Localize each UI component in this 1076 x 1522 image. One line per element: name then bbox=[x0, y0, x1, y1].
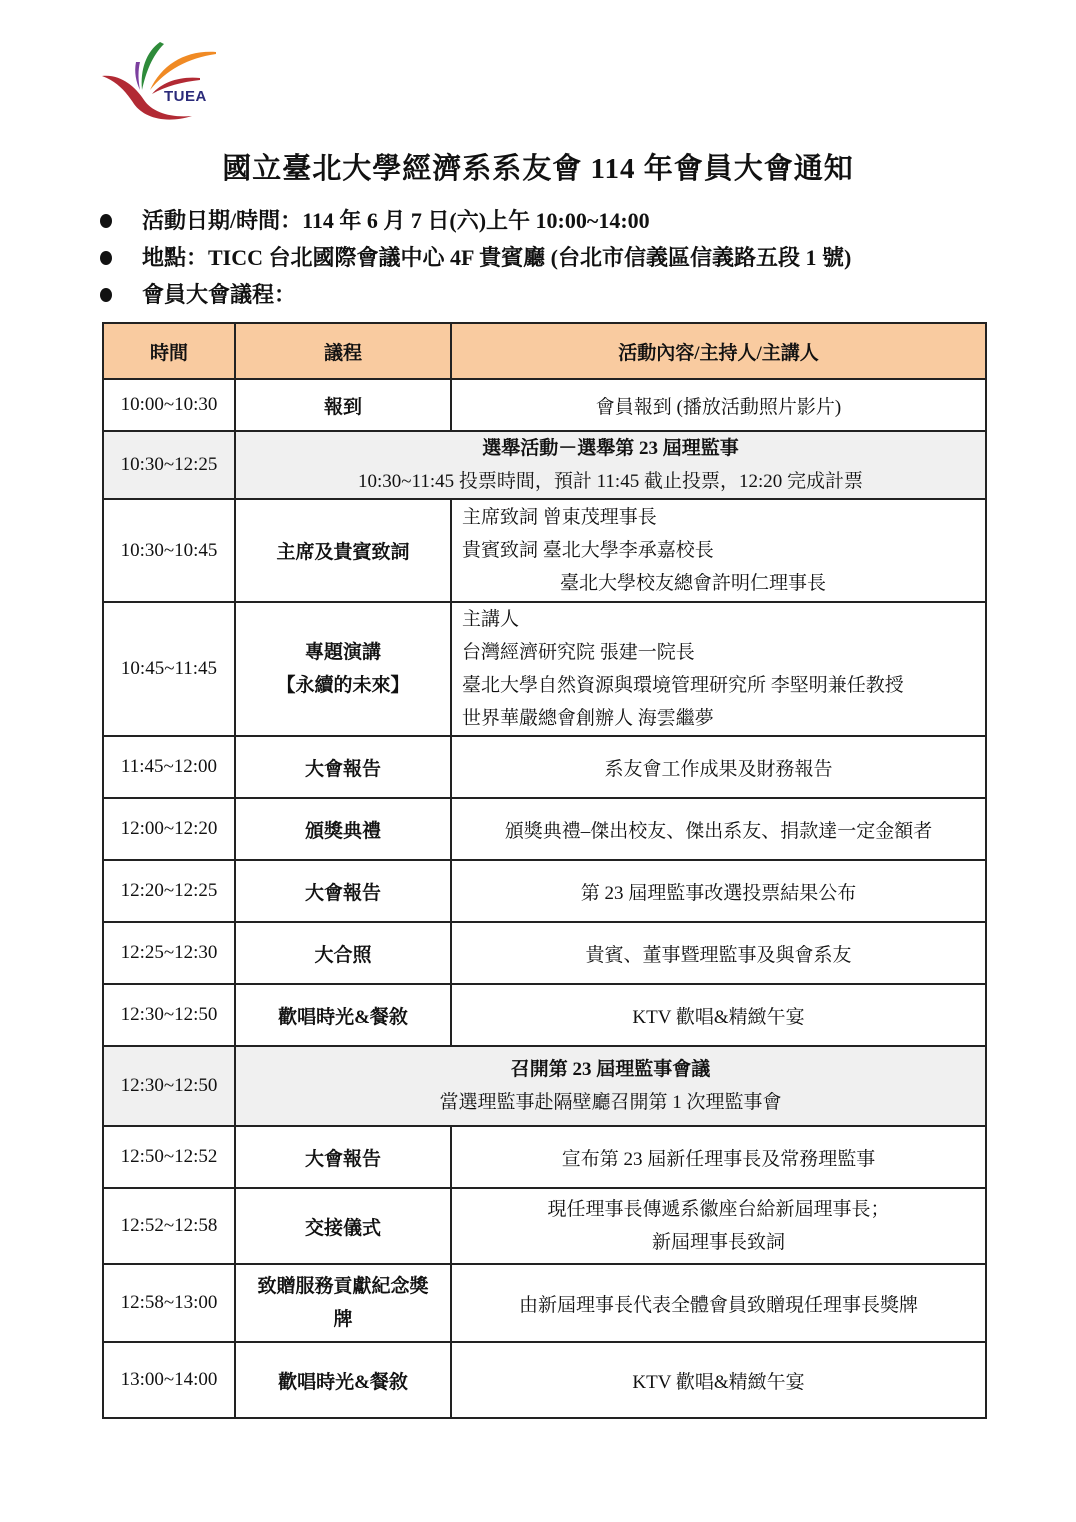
row-item: 大會報告 bbox=[235, 1126, 451, 1188]
table-row bbox=[103, 602, 986, 736]
row-time: 12:58~13:00 bbox=[103, 1264, 235, 1342]
row-desc: KTV 歡唱&精緻午宴 bbox=[451, 1342, 986, 1418]
row-time: 12:50~12:52 bbox=[103, 1126, 235, 1188]
row-time: 10:30~10:45 bbox=[103, 499, 235, 602]
bullet-icon bbox=[100, 214, 112, 228]
row-desc: 主講人 台灣經濟研究院 張建一院長 臺北大學自然資源與環境管理研究所 李堅明兼任教授 世界華嚴總會創辦人 海雲繼夢 bbox=[451, 602, 986, 736]
row-item: 交接儀式 bbox=[235, 1188, 451, 1264]
bullet-icon bbox=[100, 288, 112, 302]
tuea-logo bbox=[100, 38, 220, 124]
table-row-merged bbox=[103, 431, 986, 499]
row-item: 專題演講 【永續的未來】 bbox=[235, 602, 451, 736]
table-header-row bbox=[103, 323, 986, 379]
table-row bbox=[103, 499, 986, 602]
tuea-logo-icon bbox=[100, 38, 220, 124]
table-row bbox=[103, 984, 986, 1046]
row-desc: 現任理事長傳遞系徽座台給新屆理事長； 新屆理事長致詞 bbox=[451, 1188, 986, 1264]
table-row bbox=[103, 1126, 986, 1188]
table-row bbox=[103, 860, 986, 922]
row-time: 10:00~10:30 bbox=[103, 379, 235, 431]
header-desc: 活動內容/主持人/主講人 bbox=[451, 323, 986, 379]
row-time: 12:52~12:58 bbox=[103, 1188, 235, 1264]
row-time: 10:45~11:45 bbox=[103, 602, 235, 736]
row-time: 12:25~12:30 bbox=[103, 922, 235, 984]
row-time: 10:30~12:25 bbox=[103, 431, 235, 499]
table-row bbox=[103, 922, 986, 984]
row-item: 主席及貴賓致詞 bbox=[235, 499, 451, 602]
row-item: 大合照 bbox=[235, 922, 451, 984]
row-item: 報到 bbox=[235, 379, 451, 431]
table-row bbox=[103, 1342, 986, 1418]
row-time: 12:00~12:20 bbox=[103, 798, 235, 860]
info-list bbox=[100, 202, 851, 313]
row-desc: 宣布第 23 屆新任理事長及常務理監事 bbox=[451, 1126, 986, 1188]
row-item: 大會報告 bbox=[235, 860, 451, 922]
header-time: 時間 bbox=[103, 323, 235, 379]
info-agenda-label: 會員大會議程： bbox=[100, 276, 851, 313]
row-desc: 頒獎典禮–傑出校友、傑出系友、捐款達一定金額者 bbox=[451, 798, 986, 860]
row-time: 12:30~12:50 bbox=[103, 984, 235, 1046]
row-desc: 貴賓、董事暨理監事及與會系友 bbox=[451, 922, 986, 984]
agenda-table bbox=[102, 322, 987, 1419]
table-row bbox=[103, 798, 986, 860]
table-row bbox=[103, 1264, 986, 1342]
table-row bbox=[103, 736, 986, 798]
row-time: 12:20~12:25 bbox=[103, 860, 235, 922]
row-desc: 會員報到 (播放活動照片影片) bbox=[451, 379, 986, 431]
row-title: 召開第 23 屆理監事會議 bbox=[510, 1059, 711, 1080]
info-date-time: 活動日期/時間：114 年 6 月 7 日(六)上午 10:00~14:00 bbox=[100, 202, 851, 239]
row-item: 致贈服務貢獻紀念獎 牌 bbox=[235, 1264, 451, 1342]
table-row bbox=[103, 379, 986, 431]
row-desc: 召開第 23 屆理監事會議 當選理監事赴隔壁廳召開第 1 次理監事會 bbox=[235, 1046, 986, 1126]
row-time: 11:45~12:00 bbox=[103, 736, 235, 798]
table-row bbox=[103, 1188, 986, 1264]
row-desc: 系友會工作成果及財務報告 bbox=[451, 736, 986, 798]
page-title: 國立臺北大學經濟系系友會 114 年會員大會通知 bbox=[222, 153, 854, 185]
logo-text: TUEA bbox=[164, 88, 207, 105]
row-time: 12:30~12:50 bbox=[103, 1046, 235, 1126]
row-time: 13:00~14:00 bbox=[103, 1342, 235, 1418]
table-row-merged bbox=[103, 1046, 986, 1126]
row-desc: 選舉活動－選舉第 23 屆理監事 10:30~11:45 投票時間，預計 11:45 截止投票，12:20 完成計票 bbox=[235, 431, 986, 499]
row-title: 選舉活動－選舉第 23 屆理監事 bbox=[482, 438, 739, 459]
row-item: 歡唱時光&餐敘 bbox=[235, 1342, 451, 1418]
row-desc: 第 23 屆理監事改選投票結果公布 bbox=[451, 860, 986, 922]
row-desc: 主席致詞 曾東茂理事長 貴賓致詞 臺北大學李承嘉校長 臺北大學校友總會許明仁理事長 bbox=[451, 499, 986, 602]
info-location: 地點：TICC 台北國際會議中心 4F 貴賓廳 (台北市信義區信義路五段 1 號) bbox=[100, 239, 851, 276]
header-item: 議程 bbox=[235, 323, 451, 379]
bullet-icon bbox=[100, 251, 112, 265]
row-item: 歡唱時光&餐敘 bbox=[235, 984, 451, 1046]
row-desc: KTV 歡唱&精緻午宴 bbox=[451, 984, 986, 1046]
row-item: 大會報告 bbox=[235, 736, 451, 798]
row-desc: 由新屆理事長代表全體會員致贈現任理事長獎牌 bbox=[451, 1264, 986, 1342]
row-item: 頒獎典禮 bbox=[235, 798, 451, 860]
